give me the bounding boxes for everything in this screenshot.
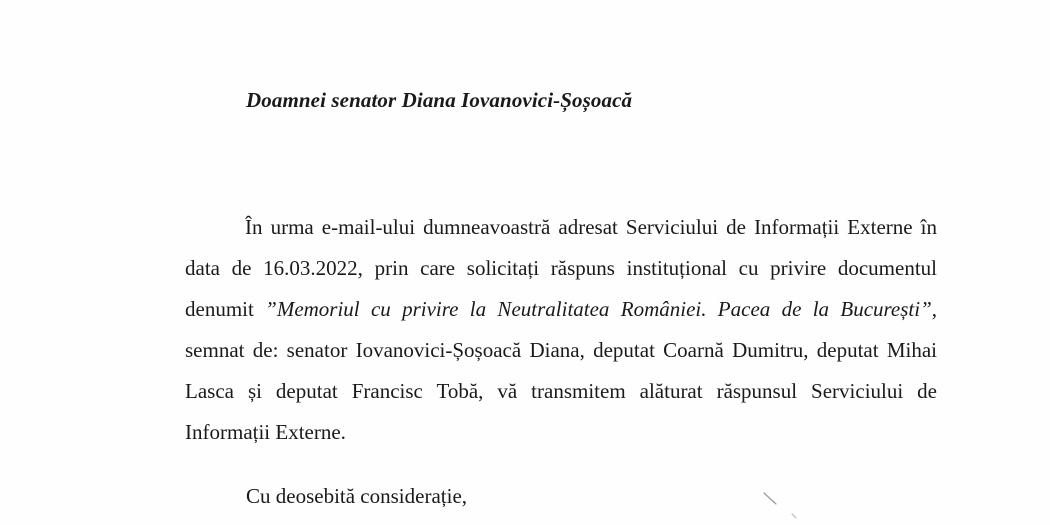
paragraph-part-2: , semnat de: senator Iovanovici-Șoșoacă Diana, deputat Coarnă Dumitru, deputat Mihai Lasca și deputat Francisc Tobă, vă transmitem alăturat răspunsul Serviciului de Informații Externe.: [185, 297, 937, 444]
memorial-title: ”Memoriul cu privire la Neutralitatea României. Pacea de la București”: [265, 297, 932, 321]
closing-line: Cu deosebită considerație,: [246, 484, 468, 508]
paragraph-part-1: În urma e-mail-ului dumneavoastră adresat Serviciului de Informații Externe în data de 16.03.2022, prin care solicitați răspuns instituțional cu privire documentul denumit: [185, 215, 937, 321]
body-paragraph: [185, 207, 937, 453]
addressee-line: Doamnei senator Diana Iovanovici-Șoșoacă: [246, 88, 633, 112]
signature-stroke-mark: [762, 490, 802, 520]
